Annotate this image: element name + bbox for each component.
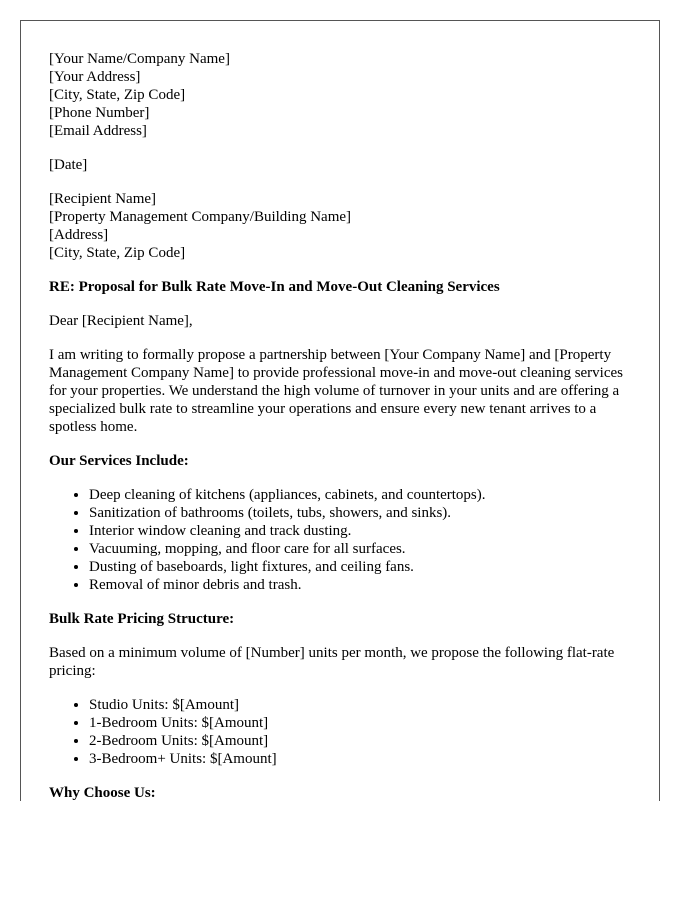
list-item: • 1-Bedroom Units: $[Amount]	[89, 714, 635, 732]
list-item: • Studio Units: $[Amount]	[89, 696, 635, 714]
recipient-block	[49, 190, 635, 262]
list-item: • 2-Bedroom Units: $[Amount]	[89, 732, 635, 750]
sender-city-state-zip: [City, State, Zip Code]	[49, 87, 186, 103]
why-heading: Why Choose Us:	[49, 785, 156, 801]
pricing-heading: Bulk Rate Pricing Structure:	[49, 611, 235, 627]
recipient-name: [Recipient Name]	[49, 191, 157, 207]
pricing-intro: Based on a minimum volume of [Number] units per month, we propose the following flat-rate pricing:	[49, 645, 615, 679]
list-item: • Deep cleaning of kitchens (appliances, cabinets, and countertops).	[89, 486, 635, 504]
letter-content	[49, 50, 635, 801]
sender-email: [Email Address]	[49, 123, 147, 139]
list-item: • Interior window cleaning and track dusting.	[89, 522, 635, 540]
sender-block	[49, 50, 635, 140]
pricing-list	[49, 696, 635, 768]
list-item: • 3-Bedroom+ Units: $[Amount]	[89, 750, 635, 768]
letter-date: [Date]	[49, 157, 88, 173]
list-item: • Vacuuming, mopping, and floor care for all surfaces.	[89, 540, 635, 558]
recipient-city-state-zip: [City, State, Zip Code]	[49, 245, 186, 261]
salutation: Dear [Recipient Name],	[49, 313, 193, 329]
recipient-address: [Address]	[49, 227, 109, 243]
letter-page	[20, 20, 660, 801]
sender-phone: [Phone Number]	[49, 105, 150, 121]
list-item: • Removal of minor debris and trash.	[89, 576, 635, 594]
services-heading: Our Services Include:	[49, 453, 189, 469]
sender-address: [Your Address]	[49, 69, 141, 85]
list-item: • Sanitization of bathrooms (toilets, tubs, showers, and sinks).	[89, 504, 635, 522]
list-item: • Dusting of baseboards, light fixtures, and ceiling fans.	[89, 558, 635, 576]
recipient-company: [Property Management Company/Building Name]	[49, 209, 352, 225]
services-list	[49, 486, 635, 594]
subject-line: RE: Proposal for Bulk Rate Move-In and Move-Out Cleaning Services	[49, 279, 500, 295]
intro-paragraph: I am writing to formally propose a partnership between [Your Company Name] and [Property Management Company Name] to provide professional move-in and move-out cleaning services for your properties. We understand the high volume of turnover in your units and are offering a specialized bulk rate to streamline your operations and ensure every new tenant arrives to a spotless home.	[49, 347, 623, 435]
sender-name: [Your Name/Company Name]	[49, 51, 230, 67]
